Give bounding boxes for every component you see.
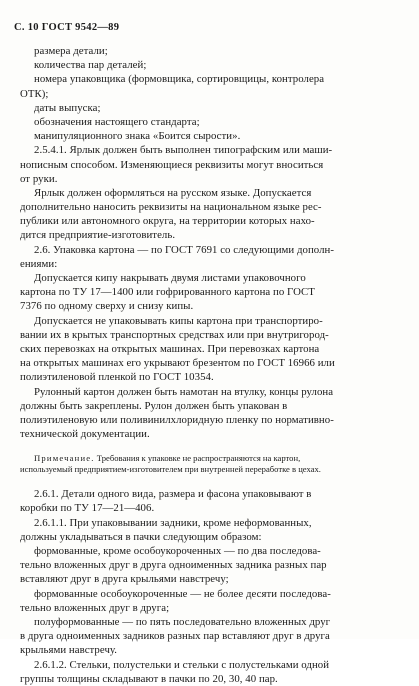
text-line: публики или автономного округа, на территории которых нахо- (20, 215, 315, 228)
text-line: размера детали; (34, 45, 108, 57)
text-line: даты выпуска; (34, 101, 101, 114)
text-line: 2.5.4.1. Ярлык должен быть выполнен типографским или маши- (34, 144, 333, 157)
text-line: полуформованные — по пять последовательно вложенных друг (34, 615, 331, 628)
text-line: вставляют друг в друга крыльями навстречу; (20, 573, 229, 586)
text-line: коробки по ТУ 17—21—406. (20, 502, 155, 515)
text-line: должны укладываться в пачки следующим образом: (20, 530, 262, 543)
text-line: крыльями навстречу. (20, 644, 118, 657)
text-line: 2.6.1. Детали одного вида, размера и фасона упаковывают в (34, 488, 312, 501)
text-line: группы толщины складывают в пачки по 20, 30, 40 пар. (20, 672, 278, 685)
text-line: 2.6.1.1. При упаковывании задники, кроме неформованных, (34, 516, 312, 529)
text-line: технической документации. (20, 428, 150, 441)
text-line: тельно вложенных друг в друга; (20, 601, 170, 614)
text-line: тельно вложенных друг в друга одноименных задника разных пар (20, 559, 327, 572)
text-line: должны быть закреплены. Рулон должен быть упакован в (20, 399, 288, 412)
note-label: Примечание. (34, 453, 95, 464)
text-line: 2.6.1.2. Стельки, полустельки и стельки с полустельками одной (34, 658, 330, 671)
page-header: С. 10 ГОСТ 9542—89 (14, 22, 120, 33)
note-text: Требования к упаковке не распространяются на картон, (96, 453, 301, 464)
text-line: ских перевозках на открытых машинах. При перевозках картона (20, 342, 320, 355)
text-line: формованные, кроме особоукороченных — по два последова- (34, 545, 321, 557)
text-line: обозначения настоящего стандарта; (34, 115, 200, 128)
note-line-2: используемый предприятием-изготовителем при внутренней переработке в цехах. (20, 464, 321, 475)
text-line: Допускается не упаковывать кипы картона при транспортиро- (34, 314, 323, 327)
text-line: полиэтиленовой пленкой по ГОСТ 10354. (20, 371, 214, 384)
text-line: на открытых машинах его укрывают брезентом по ГОСТ 16966 или (20, 357, 335, 370)
text-line: дополнительно наносить реквизиты на национальном языке рес- (20, 201, 322, 214)
text-line: 7376 по одному сверху и снизу кипы. (20, 300, 194, 313)
text-line: от руки. (20, 172, 58, 185)
text-line: полиэтиленовую или поливинилхлоридную пленку по нормативно- (20, 413, 334, 426)
text-line: дится предприятие-изготовитель. (20, 229, 176, 242)
text-line: картона по ТУ 17—1400 или гофрированного картона по ГОСТ (20, 286, 315, 299)
text-line: формованные особоукороченные — не более десяти последова- (34, 587, 331, 600)
text-line: ениями: (20, 257, 58, 270)
text-line: номера упаковщика (формовщика, сортировщицы, контролера (34, 73, 325, 86)
text-line: вании их в крытых транспортных средствах или при внутригород- (20, 328, 329, 341)
body-text (20, 44, 405, 686)
text-line: нописным способом. Изменяющиеся реквизиты могут вноситься (20, 158, 324, 171)
text-line: Допускается кипу накрывать двумя листами упаковочного (34, 272, 306, 284)
text-line: Рулонный картон должен быть намотан на втулку, концы рулона (34, 385, 334, 398)
text-line: ОТК); (20, 87, 49, 100)
text-line: манипуляционного знака «Боится сырости». (34, 130, 241, 143)
text-line: Ярлык должен оформляться на русском языке. Допускается (34, 186, 312, 199)
text-line: 2.6. Упаковка картона — по ГОСТ 7691 со следующими дополн- (34, 243, 335, 256)
text-line: в друга одноименных задников разных пар вставляют друг в друга (20, 630, 330, 643)
note-line-1 (20, 453, 405, 464)
text-line: количества пар деталей; (34, 59, 147, 72)
